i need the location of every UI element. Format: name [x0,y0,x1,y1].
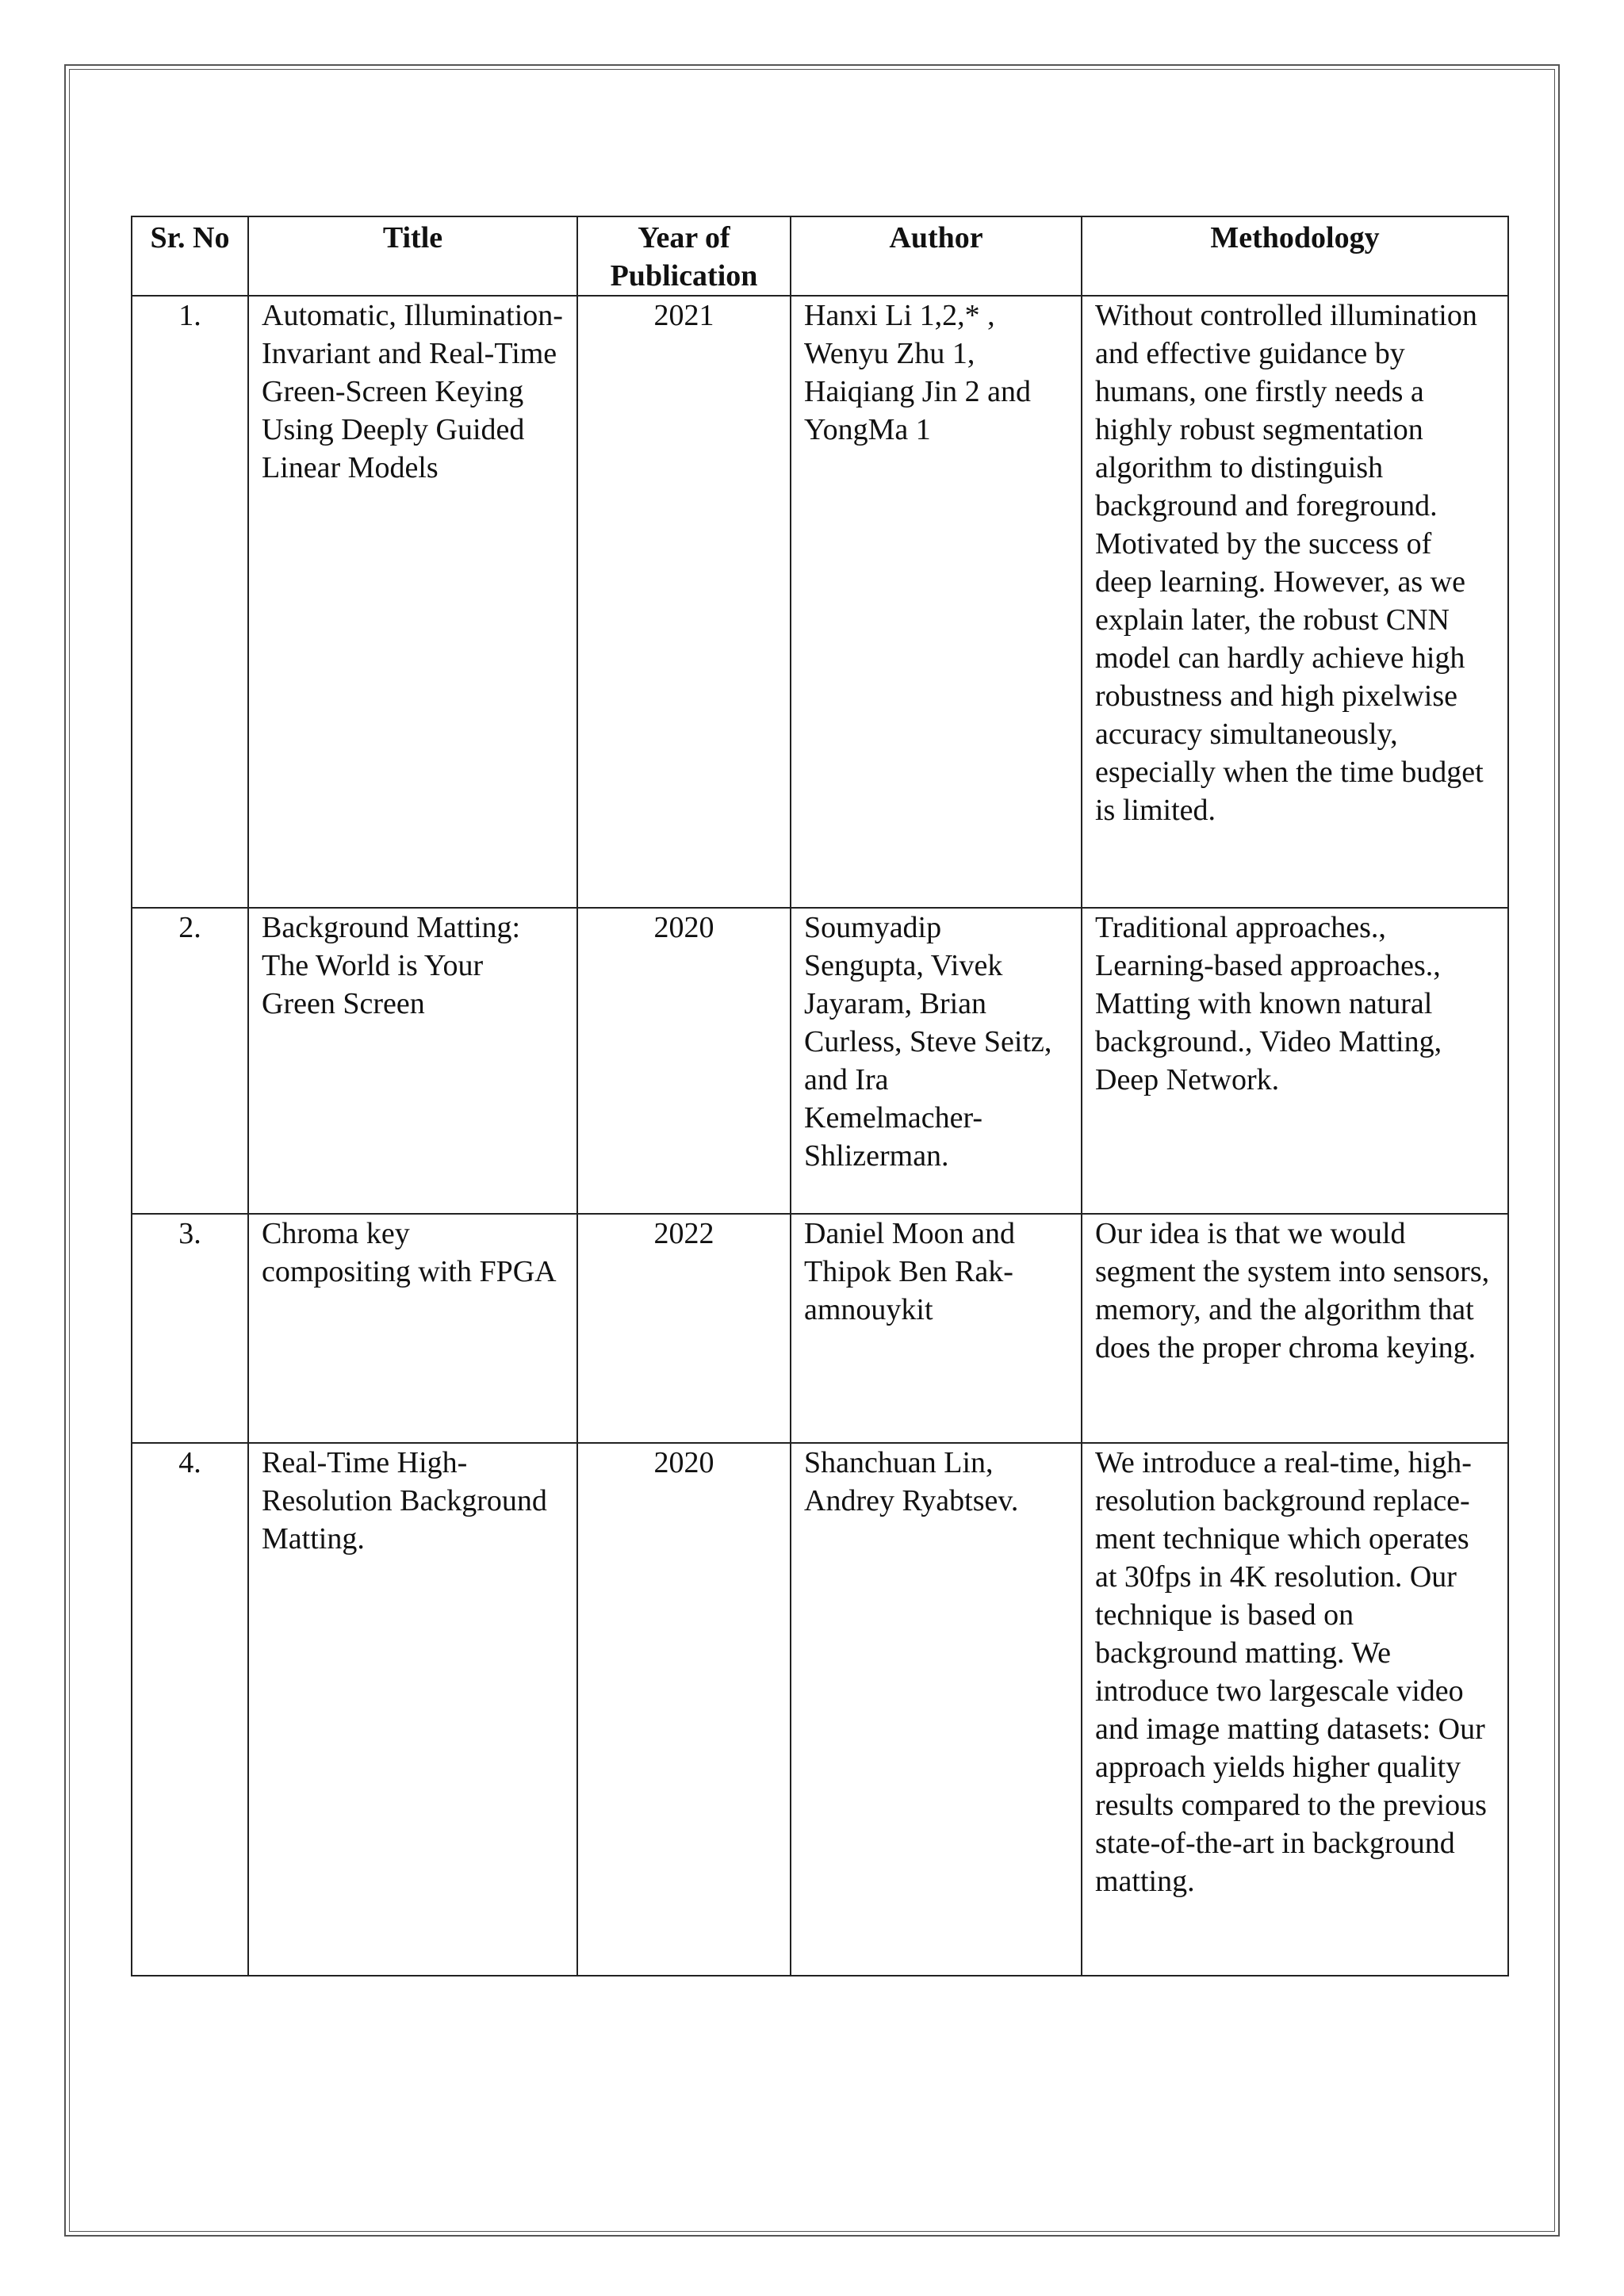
header-author: Author [791,216,1082,296]
cell-year: 2022 [577,1214,791,1443]
cell-sr-no: 3. [132,1214,248,1443]
cell-methodology: Our idea is that we would segment the system into sensors, memory, and the algorithm that does the proper chroma keying. [1082,1214,1508,1443]
cell-sr-no: 2. [132,908,248,1214]
cell-sr-no: 1. [132,296,248,908]
table-header-row [132,216,1508,296]
cell-author: Hanxi Li 1,2,* , Wenyu Zhu 1, Haiqiang Jin 2 and YongMa 1 [791,296,1082,908]
cell-author: Soumyadip Sengupta, Vivek Jayaram, Brian Curless, Steve Seitz, and Ira Kemelmacher-Shlizerman. [791,908,1082,1214]
cell-title: Automatic, Illumination-Invariant and Real-Time Green-Screen Keying Using Deeply Guided Linear Models [248,296,577,908]
cell-sr-no: 4. [132,1443,248,1976]
header-methodology: Methodology [1082,216,1508,296]
cell-year: 2020 [577,908,791,1214]
table-row [132,908,1508,1214]
cell-methodology: Traditional approaches., Learning-based approaches., Matting with known natural background., Video Matting, Deep Network. [1082,908,1508,1214]
header-sr-no: Sr. No [132,216,248,296]
cell-methodology: We introduce a real-time, high-resolution background replace- ment technique which operates at 30fps in 4K resolution. Our technique is based on background matting. We introduce two largescale video and image matting datasets: Our approach yields higher quality results compared to the previous state-of-the-art in background matting. [1082,1443,1508,1976]
table-row [132,1214,1508,1443]
cell-methodology: Without controlled illumination and effective guidance by humans, one firstly needs a highly robust segmentation algorithm to distinguish background and foreground. Motivated by the success of deep learning. However, as we explain later, the robust CNN model can hardly achieve high robustness and high pixelwise accuracy simultaneously, especially when the time budget is limited. [1082,296,1508,908]
cell-title: Real-Time High-Resolution Background Matting. [248,1443,577,1976]
cell-year: 2021 [577,296,791,908]
header-title: Title [248,216,577,296]
cell-title: Chroma key compositing with FPGA [248,1214,577,1443]
table-row [132,296,1508,908]
cell-year: 2020 [577,1443,791,1976]
header-year: Year of Publication [577,216,791,296]
cell-author: Daniel Moon and Thipok Ben Rak-amnouykit [791,1214,1082,1443]
literature-survey-table [131,216,1509,1976]
cell-title: Background Matting: The World is Your Green Screen [248,908,577,1214]
cell-author: Shanchuan Lin, Andrey Ryabtsev. [791,1443,1082,1976]
table-row [132,1443,1508,1976]
